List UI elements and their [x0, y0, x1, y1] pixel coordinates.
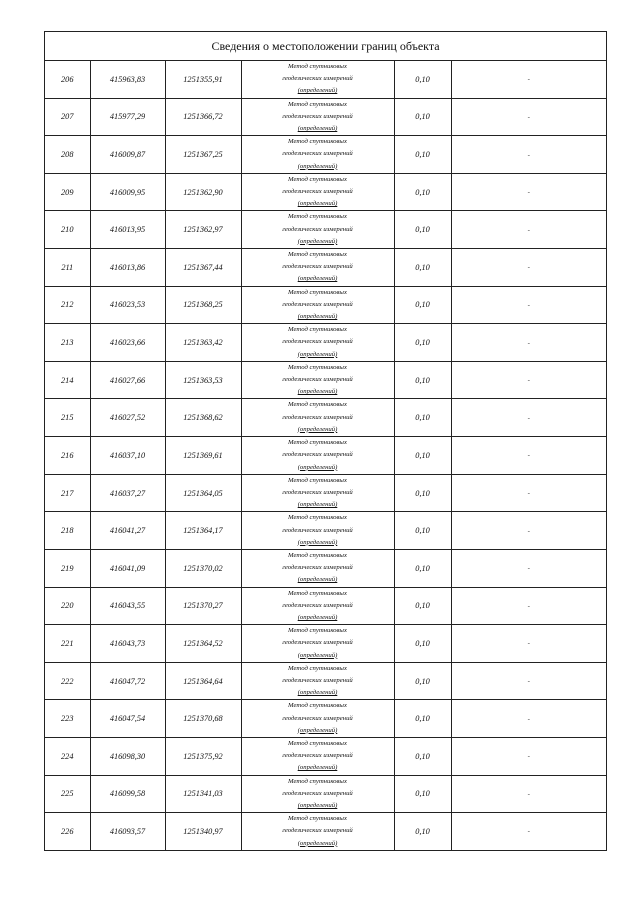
- method-line1: Метод спутниковых: [288, 213, 347, 221]
- point-number-cell: 226: [45, 813, 90, 850]
- table-row: [45, 211, 606, 249]
- description-cell: -: [451, 549, 606, 587]
- point-number-cell: 223: [45, 700, 90, 738]
- method-line3: (определений): [297, 87, 338, 95]
- method-line2: геодезических измерений: [282, 376, 353, 384]
- method-line3: (определений): [297, 425, 338, 433]
- y-coordinate-cell: 1251369,61: [165, 437, 241, 475]
- method-line2: геодезических измерений: [282, 263, 353, 271]
- x-coordinate-cell: 415977,29: [90, 98, 165, 136]
- method-line2: геодезических измерений: [282, 714, 353, 722]
- method-line1: Метод спутниковых: [288, 363, 347, 371]
- table-row: [45, 173, 606, 211]
- description-cell: -: [451, 173, 606, 211]
- point-number-cell: 217: [45, 474, 90, 512]
- method-line3: (определений): [297, 237, 338, 245]
- method-line3: (определений): [297, 388, 338, 396]
- method-cell: [241, 286, 394, 324]
- table-row: [45, 587, 606, 625]
- point-number-cell: 207: [45, 98, 90, 136]
- y-coordinate-cell: 1251355,91: [165, 61, 241, 98]
- method-line3: (определений): [297, 350, 338, 358]
- y-coordinate-cell: 1251368,25: [165, 286, 241, 324]
- method-line1: Метод спутниковых: [288, 63, 347, 70]
- method-cell: [241, 737, 394, 775]
- description-cell: -: [451, 587, 606, 625]
- point-number-cell: 216: [45, 437, 90, 475]
- method-line1: Метод спутниковых: [288, 551, 347, 559]
- accuracy-cell: 0,10: [394, 399, 451, 437]
- method-line2: геодезических измерений: [282, 413, 353, 421]
- method-line3: (определений): [297, 162, 338, 170]
- method-line2: геодезических измерений: [282, 639, 353, 647]
- x-coordinate-cell: 416027,66: [90, 361, 165, 399]
- accuracy-cell: 0,10: [394, 173, 451, 211]
- method-line2: геодезических измерений: [282, 451, 353, 459]
- x-coordinate-cell: 416099,58: [90, 775, 165, 813]
- accuracy-cell: 0,10: [394, 286, 451, 324]
- method-line2: геодезических измерений: [282, 526, 353, 534]
- method-line3: (определений): [297, 801, 338, 809]
- description-cell: -: [451, 700, 606, 738]
- method-cell: [241, 813, 394, 850]
- x-coordinate-cell: 416013,86: [90, 249, 165, 287]
- description-cell: -: [451, 399, 606, 437]
- table-title: Сведения о местоположении границ объекта: [45, 32, 606, 61]
- y-coordinate-cell: 1251370,02: [165, 549, 241, 587]
- method-line1: Метод спутниковых: [288, 739, 347, 747]
- table-row: [45, 662, 606, 700]
- coordinates-table: [45, 61, 606, 850]
- accuracy-cell: 0,10: [394, 136, 451, 174]
- accuracy-cell: 0,10: [394, 662, 451, 700]
- method-cell: [241, 700, 394, 738]
- point-number-cell: 214: [45, 361, 90, 399]
- point-number-cell: 222: [45, 662, 90, 700]
- y-coordinate-cell: 1251375,92: [165, 737, 241, 775]
- method-line1: Метод спутниковых: [288, 138, 347, 146]
- table-row: [45, 136, 606, 174]
- method-line2: геодезических измерений: [282, 112, 353, 120]
- method-cell: [241, 587, 394, 625]
- method-line3: (определений): [297, 313, 338, 321]
- method-line3: (определений): [297, 839, 338, 847]
- table-row: [45, 437, 606, 475]
- method-line2: геодезических измерений: [282, 225, 353, 233]
- x-coordinate-cell: 416041,27: [90, 512, 165, 550]
- method-line1: Метод спутниковых: [288, 175, 347, 183]
- x-coordinate-cell: 416047,72: [90, 662, 165, 700]
- table-row: [45, 61, 606, 98]
- method-line1: Метод спутниковых: [288, 702, 347, 710]
- table-row: [45, 399, 606, 437]
- point-number-cell: 206: [45, 61, 90, 98]
- x-coordinate-cell: 416037,27: [90, 474, 165, 512]
- x-coordinate-cell: 416009,95: [90, 173, 165, 211]
- description-cell: -: [451, 286, 606, 324]
- y-coordinate-cell: 1251367,25: [165, 136, 241, 174]
- x-coordinate-cell: 416023,66: [90, 324, 165, 362]
- description-cell: -: [451, 211, 606, 249]
- y-coordinate-cell: 1251364,64: [165, 662, 241, 700]
- method-line1: Метод спутниковых: [288, 514, 347, 522]
- method-cell: [241, 662, 394, 700]
- method-line1: Метод спутниковых: [288, 401, 347, 409]
- description-cell: -: [451, 249, 606, 287]
- method-line2: геодезических измерений: [282, 827, 353, 835]
- method-line2: геодезических измерений: [282, 601, 353, 609]
- method-line1: Метод спутниковых: [288, 326, 347, 334]
- accuracy-cell: 0,10: [394, 98, 451, 136]
- y-coordinate-cell: 1251367,44: [165, 249, 241, 287]
- method-line3: (определений): [297, 726, 338, 734]
- description-cell: -: [451, 775, 606, 813]
- method-line3: (определений): [297, 200, 338, 208]
- method-cell: [241, 361, 394, 399]
- table-row: [45, 361, 606, 399]
- method-cell: [241, 98, 394, 136]
- description-cell: -: [451, 625, 606, 663]
- table-row: [45, 549, 606, 587]
- method-line2: геодезических измерений: [282, 150, 353, 158]
- method-line1: Метод спутниковых: [288, 664, 347, 672]
- method-line2: геодезических измерений: [282, 188, 353, 196]
- boundary-table-sheet: [44, 31, 607, 851]
- y-coordinate-cell: 1251366,72: [165, 98, 241, 136]
- accuracy-cell: 0,10: [394, 211, 451, 249]
- point-number-cell: 208: [45, 136, 90, 174]
- method-line3: (определений): [297, 576, 338, 584]
- method-line1: Метод спутниковых: [288, 288, 347, 296]
- description-cell: -: [451, 61, 606, 98]
- y-coordinate-cell: 1251364,52: [165, 625, 241, 663]
- method-line3: (определений): [297, 538, 338, 546]
- method-line1: Метод спутниковых: [288, 627, 347, 635]
- point-number-cell: 213: [45, 324, 90, 362]
- y-coordinate-cell: 1251364,05: [165, 474, 241, 512]
- method-line2: геодезических измерений: [282, 676, 353, 684]
- point-number-cell: 224: [45, 737, 90, 775]
- method-cell: [241, 136, 394, 174]
- point-number-cell: 225: [45, 775, 90, 813]
- method-cell: [241, 399, 394, 437]
- method-line2: геодезических измерений: [282, 338, 353, 346]
- x-coordinate-cell: 416041,09: [90, 549, 165, 587]
- method-cell: [241, 211, 394, 249]
- point-number-cell: 210: [45, 211, 90, 249]
- accuracy-cell: 0,10: [394, 625, 451, 663]
- y-coordinate-cell: 1251363,53: [165, 361, 241, 399]
- table-row: [45, 737, 606, 775]
- description-cell: -: [451, 361, 606, 399]
- description-cell: -: [451, 662, 606, 700]
- method-line2: геодезических измерений: [282, 488, 353, 496]
- method-line2: геодезических измерений: [282, 300, 353, 308]
- y-coordinate-cell: 1251370,27: [165, 587, 241, 625]
- method-cell: [241, 173, 394, 211]
- accuracy-cell: 0,10: [394, 249, 451, 287]
- x-coordinate-cell: 416043,73: [90, 625, 165, 663]
- method-cell: [241, 625, 394, 663]
- method-line3: (определений): [297, 125, 338, 133]
- x-coordinate-cell: 416023,53: [90, 286, 165, 324]
- point-number-cell: 220: [45, 587, 90, 625]
- description-cell: -: [451, 474, 606, 512]
- accuracy-cell: 0,10: [394, 700, 451, 738]
- method-line3: (определений): [297, 501, 338, 509]
- point-number-cell: 212: [45, 286, 90, 324]
- table-row: [45, 324, 606, 362]
- method-cell: [241, 775, 394, 813]
- y-coordinate-cell: 1251368,62: [165, 399, 241, 437]
- x-coordinate-cell: 416043,55: [90, 587, 165, 625]
- method-line3: (определений): [297, 689, 338, 697]
- method-cell: [241, 549, 394, 587]
- accuracy-cell: 0,10: [394, 474, 451, 512]
- method-line3: (определений): [297, 651, 338, 659]
- method-line1: Метод спутниковых: [288, 251, 347, 259]
- method-line2: геодезических измерений: [282, 75, 353, 83]
- accuracy-cell: 0,10: [394, 324, 451, 362]
- accuracy-cell: 0,10: [394, 61, 451, 98]
- table-row: [45, 813, 606, 850]
- method-cell: [241, 512, 394, 550]
- description-cell: -: [451, 437, 606, 475]
- x-coordinate-cell: 416009,87: [90, 136, 165, 174]
- x-coordinate-cell: 416047,54: [90, 700, 165, 738]
- accuracy-cell: 0,10: [394, 361, 451, 399]
- method-line2: геодезических измерений: [282, 752, 353, 760]
- x-coordinate-cell: 415963,83: [90, 61, 165, 98]
- description-cell: -: [451, 512, 606, 550]
- point-number-cell: 221: [45, 625, 90, 663]
- method-line3: (определений): [297, 275, 338, 283]
- table-row: [45, 700, 606, 738]
- x-coordinate-cell: 416013,95: [90, 211, 165, 249]
- y-coordinate-cell: 1251362,97: [165, 211, 241, 249]
- method-line1: Метод спутниковых: [288, 476, 347, 484]
- method-line1: Метод спутниковых: [288, 815, 347, 823]
- method-line1: Метод спутниковых: [288, 100, 347, 108]
- description-cell: -: [451, 98, 606, 136]
- method-line1: Метод спутниковых: [288, 777, 347, 785]
- description-cell: -: [451, 136, 606, 174]
- method-line1: Метод спутниковых: [288, 589, 347, 597]
- y-coordinate-cell: 1251370,68: [165, 700, 241, 738]
- point-number-cell: 209: [45, 173, 90, 211]
- table-row: [45, 98, 606, 136]
- description-cell: -: [451, 737, 606, 775]
- y-coordinate-cell: 1251341,03: [165, 775, 241, 813]
- accuracy-cell: 0,10: [394, 737, 451, 775]
- point-number-cell: 215: [45, 399, 90, 437]
- description-cell: -: [451, 324, 606, 362]
- y-coordinate-cell: 1251364,17: [165, 512, 241, 550]
- x-coordinate-cell: 416098,30: [90, 737, 165, 775]
- y-coordinate-cell: 1251363,42: [165, 324, 241, 362]
- point-number-cell: 218: [45, 512, 90, 550]
- accuracy-cell: 0,10: [394, 775, 451, 813]
- method-cell: [241, 249, 394, 287]
- point-number-cell: 211: [45, 249, 90, 287]
- method-line2: геодезических измерений: [282, 564, 353, 572]
- table-row: [45, 625, 606, 663]
- method-cell: [241, 61, 394, 98]
- accuracy-cell: 0,10: [394, 587, 451, 625]
- table-row: [45, 512, 606, 550]
- method-cell: [241, 437, 394, 475]
- y-coordinate-cell: 1251362,90: [165, 173, 241, 211]
- accuracy-cell: 0,10: [394, 813, 451, 850]
- accuracy-cell: 0,10: [394, 549, 451, 587]
- y-coordinate-cell: 1251340,97: [165, 813, 241, 850]
- method-line1: Метод спутниковых: [288, 439, 347, 447]
- method-cell: [241, 324, 394, 362]
- accuracy-cell: 0,10: [394, 512, 451, 550]
- method-line3: (определений): [297, 613, 338, 621]
- method-cell: [241, 474, 394, 512]
- method-line2: геодезических измерений: [282, 789, 353, 797]
- table-row: [45, 249, 606, 287]
- point-number-cell: 219: [45, 549, 90, 587]
- table-row: [45, 775, 606, 813]
- table-row: [45, 474, 606, 512]
- accuracy-cell: 0,10: [394, 437, 451, 475]
- method-line3: (определений): [297, 764, 338, 772]
- x-coordinate-cell: 416037,10: [90, 437, 165, 475]
- table-row: [45, 286, 606, 324]
- description-cell: -: [451, 813, 606, 850]
- x-coordinate-cell: 416027,52: [90, 399, 165, 437]
- x-coordinate-cell: 416093,57: [90, 813, 165, 850]
- method-line3: (определений): [297, 463, 338, 471]
